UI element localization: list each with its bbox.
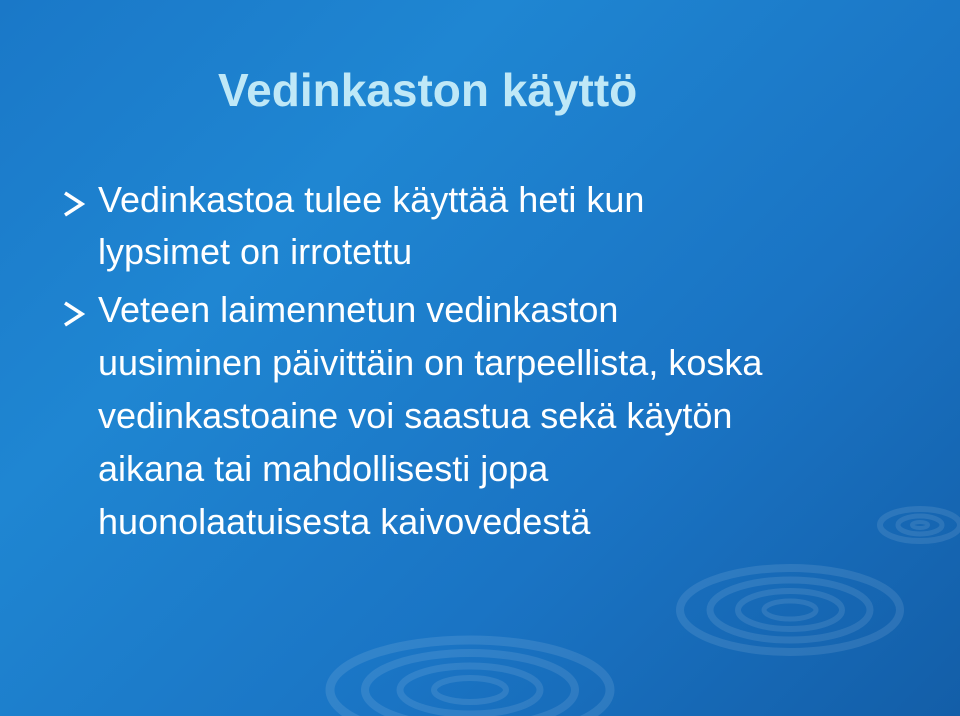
bullet-text-line: huonolaatuisesta kaivovedestä	[98, 501, 591, 542]
arrow-right-icon	[62, 300, 86, 328]
bullet-text-line: lypsimet on irrotettu	[98, 231, 413, 272]
arrow-right-icon	[62, 190, 86, 218]
bullet-text-line: uusiminen päivittäin on tarpeellista, koska	[98, 342, 763, 383]
bullet-text-line: aikana tai mahdollisesti jopa	[98, 448, 549, 489]
slide-title: Vedinkaston käyttö	[218, 64, 638, 116]
bullet-text-line: Vedinkastoa tulee käyttää heti kun	[98, 179, 645, 220]
bullet-text-line: vedinkastoaine voi saastua sekä käytön	[98, 395, 733, 436]
bullet-text-line: Veteen laimennetun vedinkaston	[98, 289, 619, 330]
